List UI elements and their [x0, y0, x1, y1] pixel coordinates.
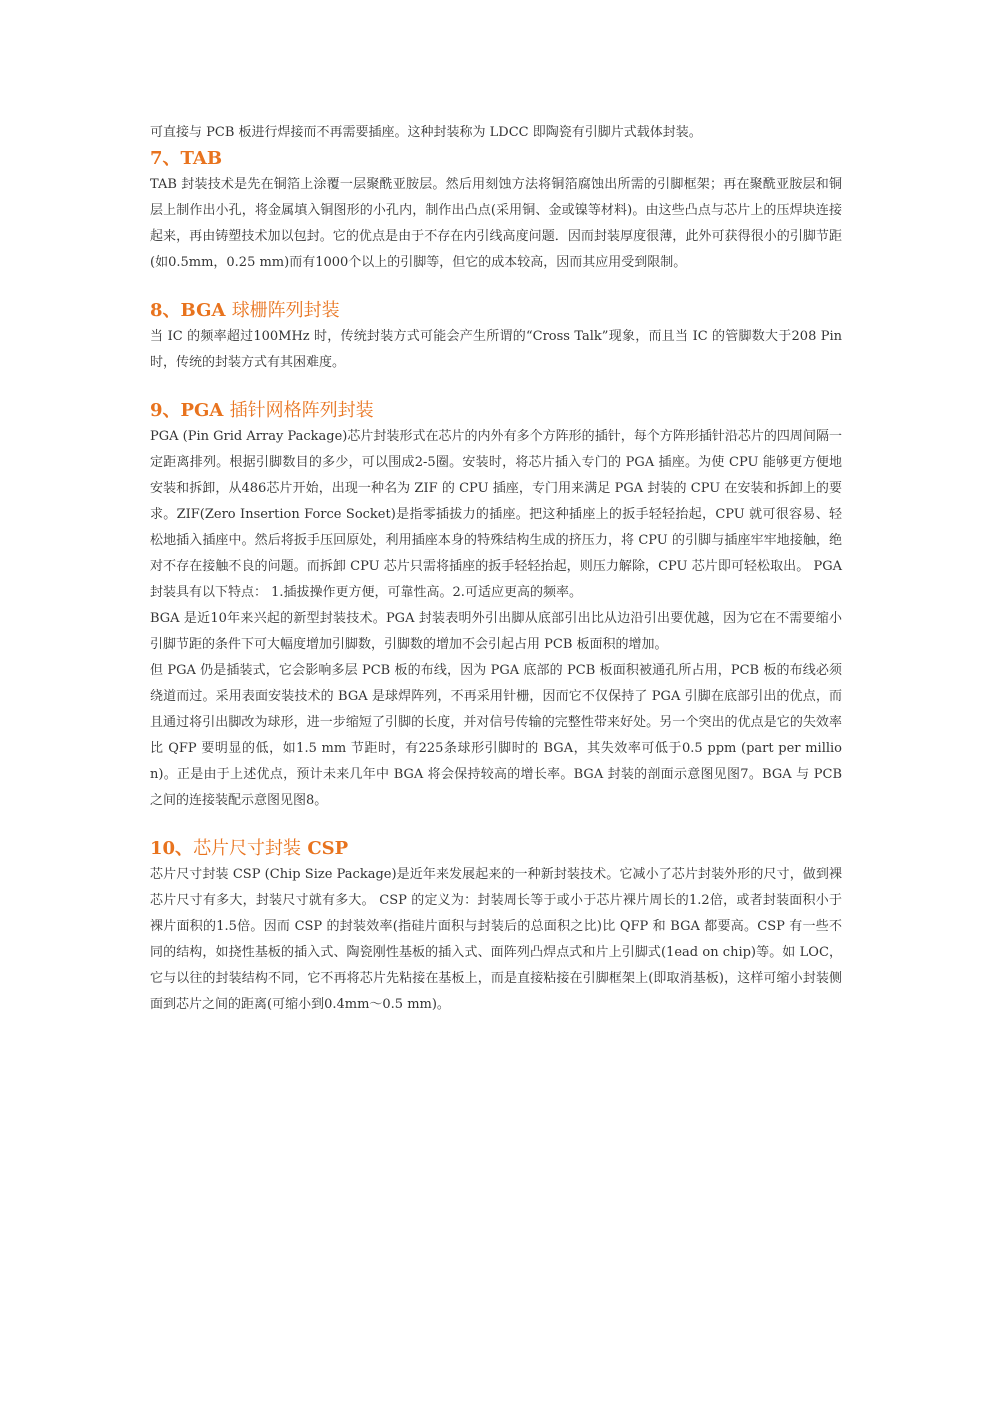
- section-9-heading: [150, 398, 842, 424]
- section-9-title: 插针网格阵列封装: [229, 400, 374, 421]
- section-8-title: 球栅阵列封装: [231, 300, 340, 321]
- section-10-heading: [150, 836, 842, 862]
- section-7-paragraph-1: TAB 封装技术是先在铜箔上涂覆一层聚酰亚胺层。然后用刻蚀方法将铜箔腐蚀出所需的引脚框架；再在聚酰亚胺层和铜层上制作出小孔，将金属填入铜图形的小孔内，制作出凸点(采用铜、金或镍等材料)。由这些凸点与芯片上的压焊块连接起来，再由铸塑技术加以包封。它的优点是由于不存在内引线高度问题．因而封装厚度很薄，此外可获得很小的引脚节距(如0.5mm，0.25 mm)而有1000个以上的引脚等，但它的成本较高，因而其应用受到限制。: [150, 177, 842, 270]
- section-9-paragraph-3: 但 PGA 仍是插装式，它会影响多层 PCB 板的布线，因为 PGA 底部的 PCB 板面积被通孔所占用，PCB 板的布线必须绕道而过。采用表面安装技术的 BGA 是球焊阵列，不再采用针栅，因而它不仅保持了 PGA 引脚在底部引出的优点，而且通过将引出脚改为球形，进一步缩短了引脚的长度，并对信号传输的完整性带来好处。另一个突出的优点是它的失效率比 QFP 要明显的低，如1.5 mm 节距时，有225条球形引脚时的 BGA，其失效率可低于0.5 ppm (part per million)。正是由于上述优点，预计未来几年中 BGA 将会保持较高的增长率。BGA 封装的剖面示意图见图7。BGA 与 PCB 之间的连接装配示意图见图8。: [150, 663, 842, 808]
- section-8-paragraph-1: 当 IC 的频率超过100MHz 时，传统封装方式可能会产生所谓的“Cross Talk”现象，而且当 IC 的管脚数大于208 Pin 时，传统的封装方式有其困难度。: [150, 329, 842, 370]
- section-9-paragraph-1: PGA (Pin Grid Array Package)芯片封装形式在芯片的内外有多个方阵形的插针，每个方阵形插针沿芯片的四周间隔一定距离排列。根据引脚数目的多少，可以围成2-5圈。安装时，将芯片插入专门的 PGA 插座。为使 CPU 能够更方便地安装和拆卸，从486芯片开始，出现一种名为 ZIF 的 CPU 插座，专门用来满足 PGA 封装的 CPU 在安装和拆卸上的要求。ZIF(Zero Insertion Force Socket)是指零插拔力的插座。把这种插座上的扳手轻轻抬起，CPU 就可很容易、轻松地插入插座中。然后将扳手压回原处，利用插座本身的特殊结构生成的挤压力，将 CPU 的引脚与插座牢牢地接触，绝对不存在接触不良的问题。而拆卸 CPU 芯片只需将插座的扳手轻轻抬起，则压力解除，CPU 芯片即可轻松取出。 PGA 封装具有以下特点： 1.插拔操作更方便，可靠性高。2.可适应更高的频率。: [150, 429, 842, 600]
- document-body: [150, 120, 842, 1018]
- section-10-number: 10、: [150, 838, 194, 859]
- section-10-title-tail: CSP: [301, 838, 349, 859]
- section-10-paragraph-1: 芯片尺寸封装 CSP (Chip Size Package)是近年来发展起来的一种新封装技术。它减小了芯片封装外形的尺寸，做到裸芯片尺寸有多大，封装尺寸就有多大。 CSP 的定义为：封装周长等于或小于芯片裸片周长的1.2倍，或者封装面积小于裸片面积的1.5倍。因而 CSP 的封装效率(指硅片面积与封装后的总面积之比)比 QFP 和 BGA 都要高。CSP 有一些不同的结构，如挠性基板的插入式、陶瓷刚性基板的插入式、面阵列凸焊点式和片上引脚式(1ead on chip)等。如 LOC，它与以往的封装结构不同，它不再将芯片先粘接在基板上，而是直接粘接在引脚框架上(即取消基板)，这样可缩小封装侧面到芯片之间的距离(可缩小到0.4mm～0.5 mm)。: [150, 867, 842, 1012]
- section-9-paragraph-2: BGA 是近10年来兴起的新型封装技术。PGA 封装表明外引出脚从底部引出比从边沿引出要优越，因为它在不需要缩小引脚节距的条件下可大幅度增加引脚数，引脚数的增加不会引起占用 PCB 板面积的增加。: [150, 611, 842, 652]
- section-10-title: 芯片尺寸封装: [193, 838, 302, 859]
- section-9-number: 9、PGA: [150, 400, 230, 421]
- section-8-number: 8、BGA: [150, 300, 232, 321]
- section-8-heading: [150, 298, 842, 324]
- intro-paragraph: 可直接与 PCB 板进行焊接而不再需要插座。这种封装称为 LDCC 即陶瓷有引脚片式载体封装。: [150, 125, 702, 140]
- section-7-heading: [150, 146, 842, 172]
- section-7-number: 7、TAB: [150, 148, 223, 169]
